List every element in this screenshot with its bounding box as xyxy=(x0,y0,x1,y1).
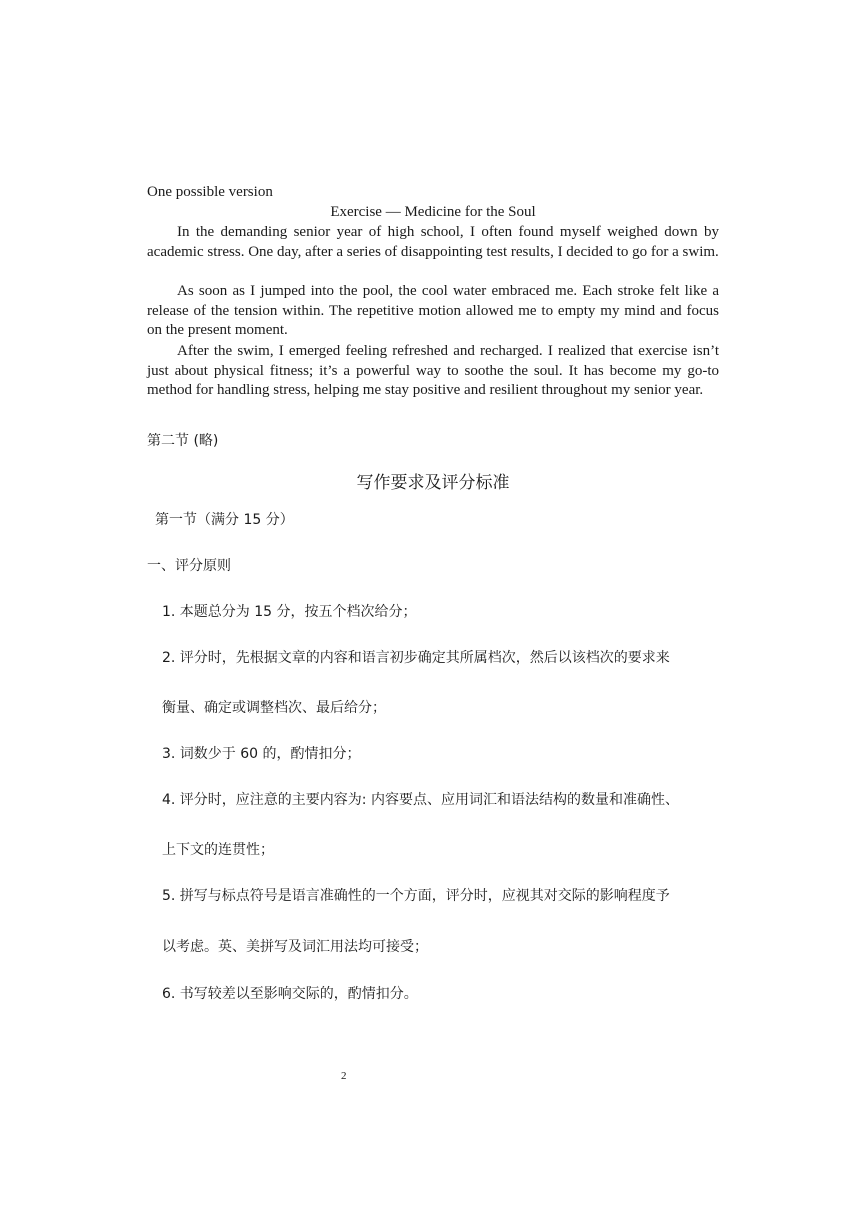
principles-heading: 一、评分原则 xyxy=(147,558,231,574)
rule-3: 3. 词数少于 60 的，酌情扣分； xyxy=(162,746,361,762)
rule-4-line-1: 4. 评分时，应注意的主要内容为: 内容要点、应用词汇和语法结构的数量和准确性、 xyxy=(162,792,679,808)
rule-4-line-2: 上下文的连贯性； xyxy=(162,842,274,858)
rule-2-line-1: 2. 评分时，先根据文章的内容和语言初步确定其所属档次，然后以该档次的要求来 xyxy=(162,650,670,666)
main-heading: 写作要求及评分标准 xyxy=(356,473,510,493)
page-number: 2 xyxy=(341,1070,347,1082)
rule-5-line-2: 以考虑。英、美拼写及词汇用法均可接受； xyxy=(162,939,428,955)
essay-paragraph-1: In the demanding senior year of high school, I often found myself weighed down by academic stress. One day, after a series of disappointing test results, I decided to go for a swim. xyxy=(147,224,719,260)
section-1-label: 第一节（满分 15 分） xyxy=(155,512,294,528)
rule-6: 6. 书写较差以至影响交际的，酌情扣分。 xyxy=(162,986,418,1002)
essay-paragraph-3: After the swim, I emerged feeling refreshed and recharged. I realized that exercise isn’t just about physical fitness; it’s a powerful way to soothe the soul. It has become my go-to method for handling stress, helping me stay positive and resilient throughout my senior year. xyxy=(147,343,719,398)
essay-paragraph-2: As soon as I jumped into the pool, the cool water embraced me. Each stroke felt like a release of the tension within. The repetitive motion allowed me to empty my mind and focus on the present moment. xyxy=(147,283,719,338)
essay-title: Exercise — Medicine for the Soul xyxy=(330,204,536,220)
rule-1: 1. 本题总分为 15 分，按五个档次给分； xyxy=(162,604,417,620)
section-2-label: 第二节 (略) xyxy=(147,433,219,449)
version-label: One possible version xyxy=(147,184,273,200)
rule-5-line-1: 5. 拼写与标点符号是语言准确性的一个方面，评分时，应视其对交际的影响程度予 xyxy=(162,888,670,904)
rule-2-line-2: 衡量、确定或调整档次、最后给分； xyxy=(162,700,386,716)
